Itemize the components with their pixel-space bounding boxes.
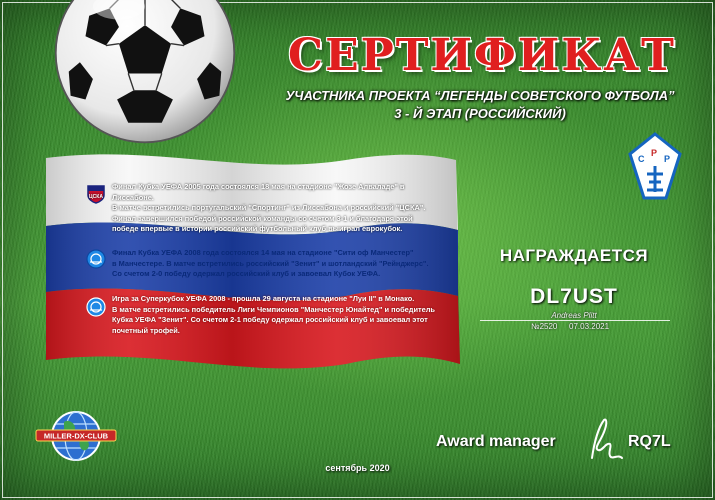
fact-line: Финал Кубка УЕФА 2008 года состоялся 14 мая на стадионе "Сити оф Манчестер" bbox=[112, 248, 414, 257]
fact-line: Финал Кубка УЕФА 2005 года состоялся 18 мая на стадионе "Жозе Алваладе" в Лиссабоне. bbox=[112, 182, 405, 202]
svg-text:ЦСКА: ЦСКА bbox=[89, 194, 103, 200]
fact-line: Кубка УЕФА "Зенит". Со счетом 2-1 победу одержал российский клуб и завоевал этот bbox=[112, 315, 428, 324]
club-logo-text: MILLER-DX-CLUB bbox=[43, 431, 109, 441]
subtitle-line-1: УЧАСТНИКА ПРОЕКТА “ЛЕГЕНДЫ СОВЕТСКОГО ФУТБОЛА” bbox=[285, 88, 675, 103]
zenit-logo-icon bbox=[86, 297, 106, 317]
awarded-label: НАГРАЖДАЕТСЯ bbox=[499, 246, 649, 265]
emblem-letter: С bbox=[638, 154, 645, 164]
fact-line: Финал завершился победой российской команды со счетом 3-1 и благодаря этой bbox=[112, 213, 413, 223]
award-manager-label: Award manager bbox=[436, 433, 556, 450]
fact-line: Со счетом 2-0 победу одержал российский клуб и завоевал Кубок УЕФА. bbox=[112, 269, 381, 278]
fact-line: Игра за Суперкубок УЕФА 2008 - прошла 29 августа на стадионе "Луи II" в Монако. bbox=[112, 294, 415, 303]
certificate-title: СЕРТИФИКАТ bbox=[288, 30, 676, 81]
srr-emblem-icon bbox=[628, 132, 682, 202]
certificate-subtitle bbox=[245, 87, 715, 123]
fact-zenit-uefa-cup bbox=[86, 248, 446, 280]
zenit-logo-icon bbox=[86, 249, 106, 269]
miller-dx-club-logo-icon bbox=[34, 400, 118, 470]
fact-zenit-super-cup bbox=[86, 294, 446, 336]
fact-line: в Манчестере. В матче встретились российский "Зенит" и шотландский "Рейнджерс". bbox=[112, 258, 429, 268]
fact-line: почетный трофей. bbox=[112, 325, 180, 335]
fact-line: В матче встретились португальский "Спортинг" из Лиссабона и российский "ЦСКА". bbox=[112, 203, 426, 212]
fact-line: победе впервые в истории российский футбольный клуб выиграл еврокубок. bbox=[112, 224, 403, 233]
fact-line: В матче встретились победитель Лиги Чемпионов "Манчестер Юнайтед" и победитель bbox=[112, 304, 435, 314]
name-underline bbox=[480, 320, 670, 321]
fact-cska bbox=[86, 182, 446, 235]
recipient-name: Andreas Plitt bbox=[551, 311, 597, 320]
manager-signature bbox=[584, 414, 624, 464]
certificate-serial: №2520 bbox=[531, 322, 558, 331]
recipient-callsign: DL7UST bbox=[530, 285, 618, 308]
soccer-ball-icon bbox=[52, 0, 238, 146]
award-manager-callsign: RQ7L bbox=[628, 433, 671, 450]
cska-logo-icon bbox=[86, 184, 106, 204]
subtitle-line-2: 3 - Й ЭТАП (РОССИЙСКИЙ) bbox=[394, 106, 566, 121]
emblem-letter: Р bbox=[651, 148, 658, 158]
certificate-date: сентябрь 2020 bbox=[325, 463, 390, 473]
emblem-letter: Р bbox=[664, 154, 671, 164]
issue-date: 07.03.2021 bbox=[569, 322, 610, 331]
